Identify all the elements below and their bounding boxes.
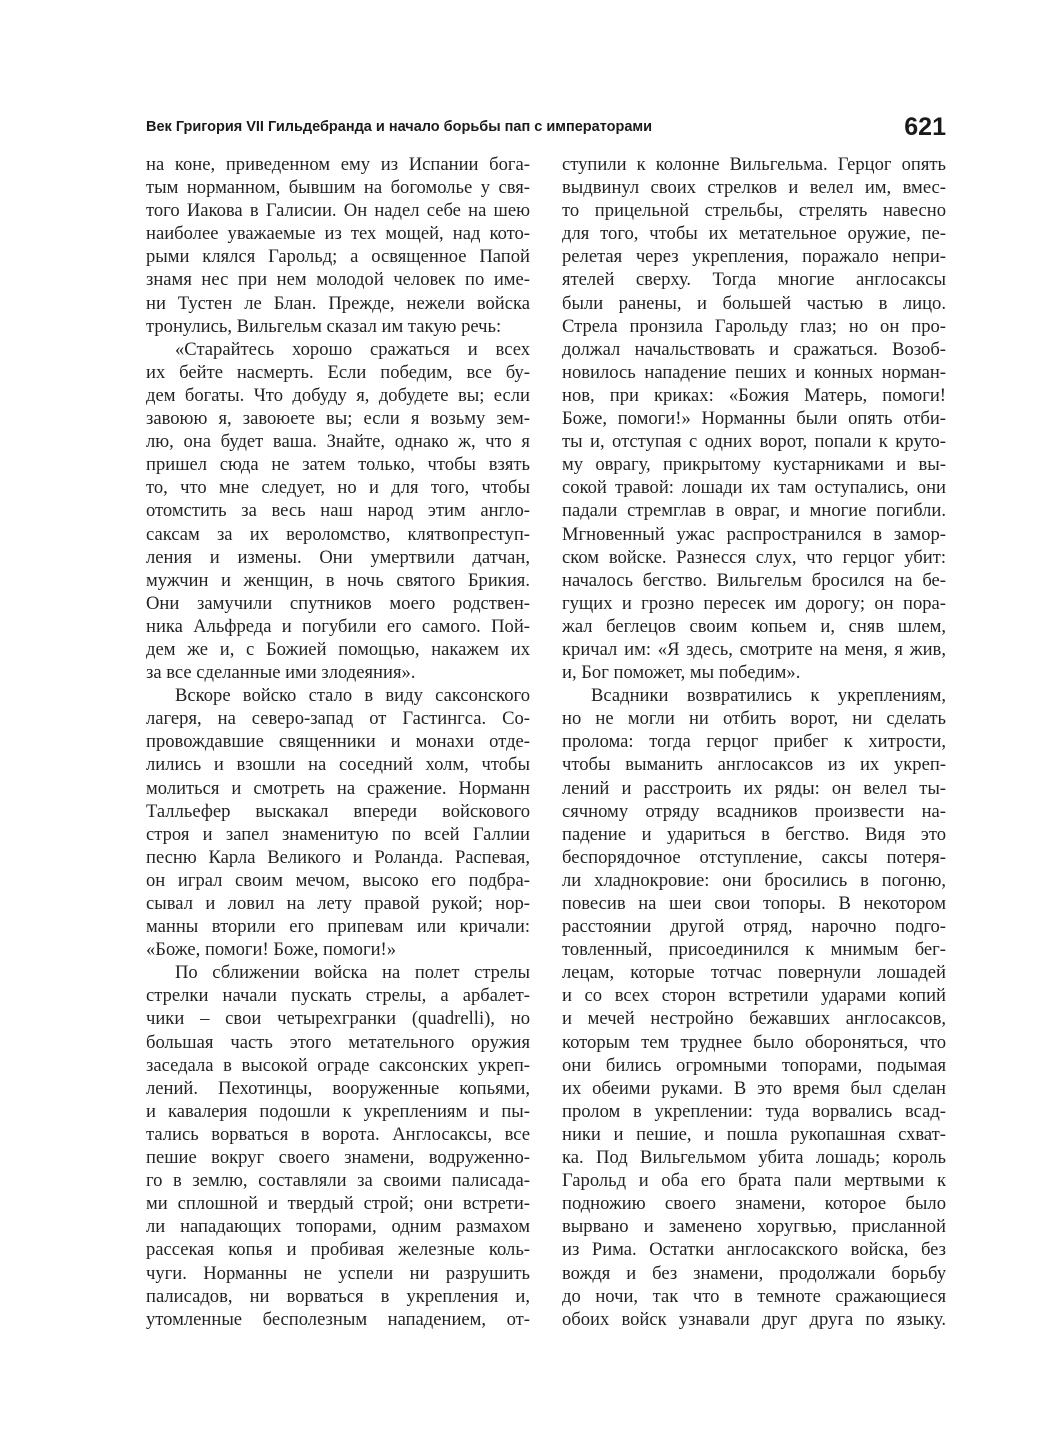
text-line: то прицельной стрельбы, стрелять навесно [562,200,946,222]
text-line: «Старайтесь хорошо сражаться и всех [175,338,530,360]
text-line: палисадов, ни ворваться в укрепления и, [146,1285,530,1307]
text-line: му оврагу, прикрытому кустарниками и вы- [562,454,946,476]
text-line: на коне, приведенном ему из Испании бога- [146,154,530,175]
text-line: пролома: тогда герцог прибег к хитрости, [562,731,946,753]
text-line: большая часть этого метательного оружия [146,1031,530,1053]
text-line: и со всех сторон встретили ударами копий [562,985,946,1007]
text-line: повесив на шеи свои топоры. В некотором [562,893,946,914]
text-line: отомстить за весь наш народ этим англо- [146,500,530,522]
text-line: лю, она будет ваша. Знайте, однако ж, что я [146,431,530,453]
text-line: молиться и смотреть на сражение. Норманн [146,777,530,799]
text-line: заседала в высокой ограде саксонских укреп- [146,1054,530,1076]
text-line: песню Карла Великого и Роланда. Распевая, [146,846,530,868]
text-line: началось бегство. Вильгельм бросился на бе- [562,569,946,591]
text-line: дем богаты. Что добуду я, добудете вы; если [146,384,530,406]
text-line: ка. Под Вильгельмом убита лошадь; король [562,1147,946,1169]
text-line: Они замучили спутников моего родствен- [146,592,530,614]
text-line: пролом в укреплении: туда ворвались всад- [562,1100,946,1122]
text-line: лецам, которые тотчас повернули лошадей [562,962,946,984]
text-line: то, что мне следует, но и для того, чтобы [146,477,530,499]
text-line: Вскоре войско стало в виду саксонского [175,685,530,707]
text-line: лений. Пехотинцы, вооруженные копьями, [146,1077,530,1099]
text-line: ника Альфреда и погубили его самого. Пой- [146,615,530,637]
text-line: ми сплошной и твердый строй; они встрети- [146,1193,530,1215]
text-line: падение и удариться в бегство. Видя это [562,823,946,845]
text-line: обоих войск узнавали друг друга по языку. [562,1308,946,1330]
text-line: тронулись, Вильгельм сказал им такую речь: [146,315,502,337]
text-line: Стрела пронзила Гарольду глаз; но он про- [562,315,946,337]
text-line: новилось нападение пеших и конных норман- [562,361,946,383]
text-line: Гарольд и оба его брата пали мертвыми к [562,1170,946,1192]
text-line: лений и расстроить их ряды: он велел ты- [562,777,946,799]
text-line: стрелки начали пускать стрелы, а арбалет- [146,985,530,1007]
text-line: их бейте насмерть. Если победим, все бу- [146,361,530,383]
text-line: строя и запел знаменитую по всей Галлии [146,823,530,845]
text-line: сячному отряду всадников произвести на- [562,800,946,822]
text-column-left [146,153,530,1331]
text-line: пришел сюда не затем только, чтобы взять [146,454,530,476]
text-line: Мгновенный ужас распространился в замор- [562,523,946,545]
text-line: они бились огромными топорами, подымая [562,1054,946,1076]
text-line: нов, при криках: «Божия Матерь, помоги! [562,384,946,406]
text-line: чики – свои четырехгранки (quadrelli), но [146,1008,530,1030]
text-line: сокой травой: лошади их там оступались, они [562,477,946,499]
text-line: пешие вокруг своего знамени, водруженно- [146,1147,530,1169]
text-line: саксам за их вероломство, клятвопреступ- [146,523,530,545]
running-head: Век Григория VII Гильдебранда и начало борьбы пап с императорами [146,119,653,135]
text-line: до ночи, так что в темноте сражающиеся [562,1285,946,1307]
text-line: беспорядочное отступление, саксы потеря- [562,846,946,868]
text-line: Всадники возвратились к укреплениям, [591,685,946,707]
text-line: наиболее уважаемые из тех мощей, над кото- [146,223,530,245]
text-line: ления и измены. Они умертвили датчан, [146,546,530,568]
text-line: ты и, отступая с одних ворот, попали к круто- [562,431,946,453]
text-line: из Рима. Остатки англосакского войска, без [562,1239,946,1261]
text-line: падали стремглав в овраг, и многие погибли. [562,500,946,522]
text-line: чтобы выманить англосаксов из их укреп- [562,754,946,776]
text-line: но не могли ни отбить ворот, ни сделать [562,708,946,730]
text-line: и кавалерия подошли к укреплениям и пы- [146,1100,530,1122]
text-line: знамя нес при нем молодой человек по име- [146,269,530,291]
text-line: выдвинул своих стрелков и велел им, вмес- [562,177,946,199]
text-line: подножию своего знамени, которое было [562,1193,946,1215]
text-line: Боже, помоги!» Норманны были опять отби- [562,408,946,430]
text-line: сывал и ловил на лету правой рукой; нор- [146,893,530,914]
text-line: их обеими руками. В это время был сделан [562,1077,946,1099]
text-line: тались ворваться в ворота. Англосаксы, все [146,1123,530,1145]
text-line: рыми клялся Гарольд; а освященное Папой [146,246,530,268]
text-line: завоюю я, завоюете вы; если я возьму зем- [146,408,530,430]
text-line: релетая через укрепления, поражало непри- [562,246,946,268]
text-line: манны вторили его припевам или кричали: [146,916,530,938]
page-header [146,113,946,153]
text-line: утомленные бесполезным нападением, от- [146,1308,530,1330]
text-line: ступили к колонне Вильгельма. Герцог опять [562,154,946,175]
text-line: вождя и без знамени, продолжали борьбу [562,1262,946,1284]
text-line: «Боже, помоги! Боже, помоги!» [146,939,397,961]
text-line: тым норманном, бывшим на богомолье у свя- [146,177,530,199]
text-line: жал беглецов своим копьем и, сняв шлем, [562,615,946,637]
text-line: ли хладнокровие: они бросились в погоню, [562,869,946,891]
text-line: дем же и, с Божией помощью, накажем их [146,638,530,660]
text-line: лагеря, на северо-запад от Гастингса. Со- [146,708,530,730]
text-line: провождавшие священники и монахи отде- [146,731,530,753]
text-line: и мечей нестройно бежавших англосаксов, [562,1008,946,1030]
text-line: Талльефер выскакал впереди войскового [146,800,530,822]
text-line: лились и взошли на соседний холм, чтобы [146,754,530,776]
text-line: ском войске. Разнесся слух, что герцог убит: [562,546,946,568]
text-line: мужчин и женщин, в ночь святого Брикия. [146,569,530,591]
text-line: кричал им: «Я здесь, смотрите на меня, я жив, [562,638,946,660]
page-number: 621 [904,113,946,141]
text-line: того Иакова в Галисии. Он надел себе на шею [146,200,530,222]
text-line: он играл своим мечом, высоко его подбра- [146,869,530,891]
text-line: товленный, присоединился к мнимым бег- [562,939,946,961]
text-line: ятелей сверху. Тогда многие англосаксы [562,269,946,291]
text-line: были ранены, и большей частью в лицо. [562,292,946,314]
text-line: рассекая копья и пробивая железные коль- [146,1239,530,1261]
text-line: ники и пешие, и пошла рукопашная схват- [562,1123,946,1145]
text-line: за все сделанные ими злодеяния». [146,662,416,684]
text-line: ни Тустен ле Блан. Прежде, нежели войска [146,292,530,314]
text-line: и, Бог поможет, мы победим». [562,662,801,684]
text-line: го в землю, составляли за своими палисада- [146,1170,530,1192]
text-line: По сближении войска на полет стрелы [175,962,530,984]
text-line: гущих и грозно пересек им дорогу; он пора- [562,592,946,614]
text-line: вырвано и заменено хоругвью, присланной [562,1216,946,1238]
text-line: должал начальствовать и сражаться. Возоб- [562,338,946,360]
text-line: для того, чтобы их метательное оружие, пе- [562,223,946,245]
text-line: чуги. Норманны не успели ни разрушить [146,1262,530,1284]
text-line: расстоянии другой отряд, нарочно подго- [562,916,946,938]
text-column-right [562,153,946,1331]
text-line: ли нападающих топорами, одним размахом [146,1216,530,1238]
text-line: которым тем труднее было обороняться, что [562,1031,946,1053]
